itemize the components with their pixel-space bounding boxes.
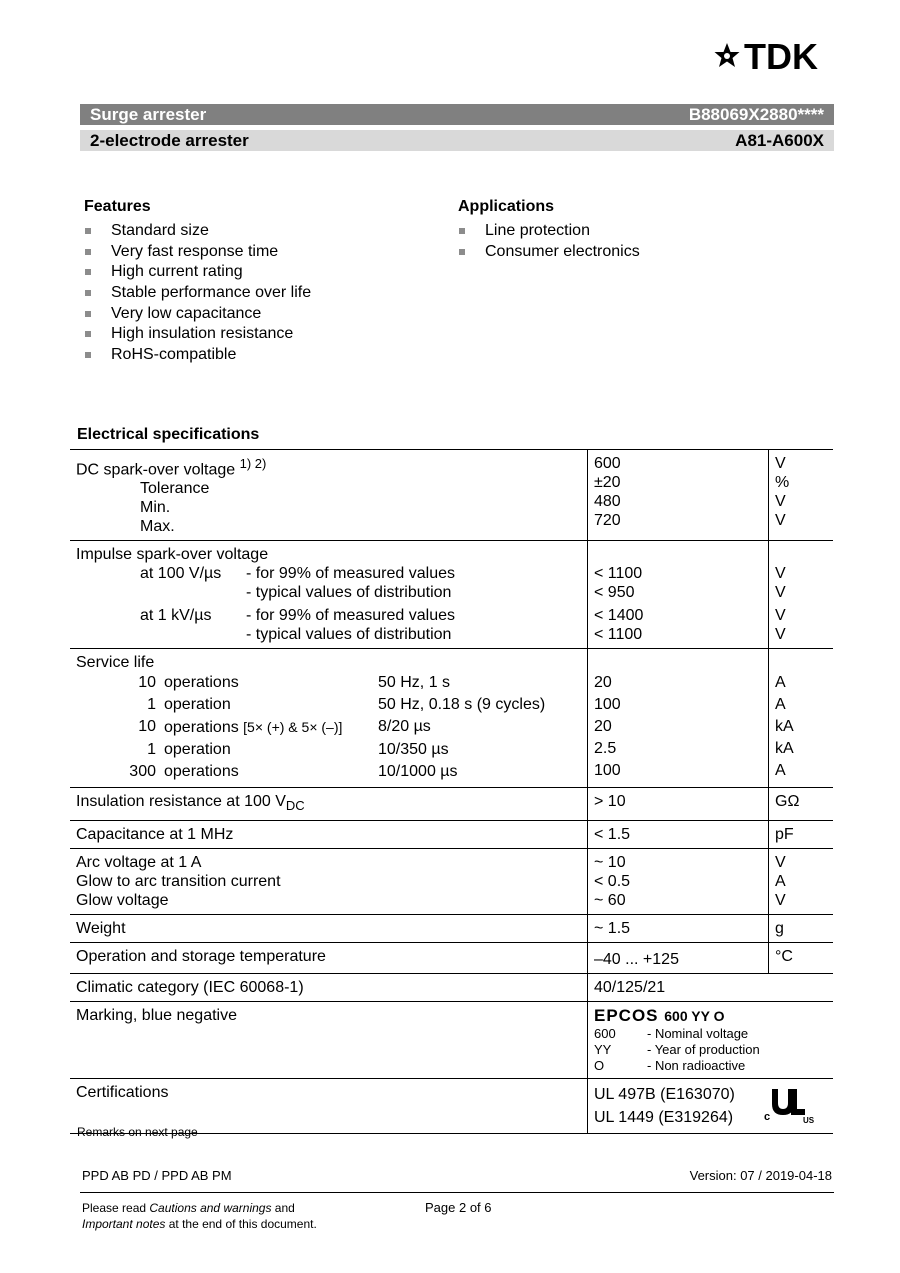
table-row bbox=[70, 973, 833, 1001]
features-list bbox=[84, 221, 311, 366]
table-row bbox=[70, 450, 833, 541]
temperature-unit-cell: °C bbox=[769, 942, 834, 973]
footer-version: Version: 07 / 2019-04-18 bbox=[689, 1168, 832, 1183]
applications-title: Applications bbox=[458, 198, 555, 215]
features-title: Features bbox=[84, 198, 151, 215]
table-row bbox=[70, 820, 833, 848]
footer-note: Please read Cautions and warnings and Important notes at the end of this document. bbox=[82, 1201, 317, 1231]
product-subtype: 2-electrode arrester bbox=[90, 131, 249, 150]
table-row bbox=[70, 788, 833, 820]
bullet-square-icon bbox=[459, 228, 465, 234]
logo-text: TDK bbox=[744, 38, 818, 74]
table-row bbox=[70, 848, 833, 914]
ordering-code: B88069X2880**** bbox=[688, 105, 824, 124]
type-code: A81-A600X bbox=[735, 131, 824, 150]
applications-list bbox=[458, 221, 640, 262]
service-life-label-cell: Service life 10 operations 50 Hz, 1 s 1 operation 50 Hz, 0.18 s (9 cycles) 10 operations [5× (+) & 5× (–)] 8/20 µs 1 operation 10/350 µs 300 operations 10/1000 µs bbox=[70, 649, 588, 788]
bullet-square-icon bbox=[85, 249, 91, 255]
dc-value-cell: 600 ±20 480 720 bbox=[588, 450, 769, 541]
service-life-unit-cell: A A kA kA A bbox=[769, 649, 834, 788]
table-row bbox=[70, 914, 833, 942]
marking-label-cell: Marking, blue negative bbox=[70, 1001, 588, 1078]
temperature-label-cell: Operation and storage temperature bbox=[70, 942, 588, 973]
insulation-unit-cell: GΩ bbox=[769, 788, 834, 820]
specs-table bbox=[70, 449, 833, 1134]
feature-item: Standard size bbox=[84, 221, 311, 242]
svg-text:US: US bbox=[803, 1115, 815, 1125]
capacitance-label-cell: Capacitance at 1 MHz bbox=[70, 820, 588, 848]
table-row bbox=[70, 942, 833, 973]
insulation-label-cell: Insulation resistance at 100 $V_{DC}$ bbox=[70, 788, 588, 820]
bullet-square-icon bbox=[85, 331, 91, 337]
dc-unit-cell: V % V V bbox=[769, 450, 834, 541]
dc-label-cell: DC spark-over voltage $^{1) 2)}$ Tolerance Min. Max. bbox=[70, 450, 588, 541]
svg-text:c: c bbox=[764, 1110, 771, 1123]
table-row bbox=[70, 649, 833, 788]
arc-value-cell: ~ 10 < 0.5 ~ 60 bbox=[588, 848, 769, 914]
feature-item: RoHS-compatible bbox=[84, 345, 311, 366]
epcos-marking: EPCOS 600 YY O bbox=[594, 1005, 725, 1025]
feature-item: Stable performance over life bbox=[84, 283, 311, 304]
certifications-label-cell: Certifications bbox=[70, 1078, 588, 1133]
bullet-square-icon bbox=[85, 228, 91, 234]
product-type: Surge arrester bbox=[90, 105, 207, 124]
arc-unit-cell: V A V bbox=[769, 848, 834, 914]
certifications-value-cell: UL 497B (E163070) UL 1449 (E319264) c US bbox=[588, 1078, 834, 1133]
arc-label-cell: Arc voltage at 1 A Glow to arc transition current Glow voltage bbox=[70, 848, 588, 914]
capacitance-unit-cell: pF bbox=[769, 820, 834, 848]
feature-item: Very low capacitance bbox=[84, 304, 311, 325]
bullet-square-icon bbox=[85, 290, 91, 296]
climatic-value-cell: 40/125/21 bbox=[588, 973, 834, 1001]
tdk-logo bbox=[711, 38, 836, 74]
impulse-unit-cell: V V V V bbox=[769, 541, 834, 649]
bullet-square-icon bbox=[85, 311, 91, 317]
ul-recognized-mark-icon bbox=[763, 1085, 817, 1125]
table-row bbox=[70, 1001, 833, 1078]
insulation-value-cell: > 10 bbox=[588, 788, 769, 820]
bullet-square-icon bbox=[459, 249, 465, 255]
feature-item: Very fast response time bbox=[84, 242, 311, 263]
service-life-value-cell: 20 100 20 2.5 100 bbox=[588, 649, 769, 788]
impulse-label-cell: Impulse spark-over voltage at 100 V/µs - for 99% of measured values - typical values of distribution at 1 kV/µs - for 99% of measured values - typical values of distribution bbox=[70, 541, 588, 649]
feature-item: High insulation resistance bbox=[84, 324, 311, 345]
bullet-square-icon bbox=[85, 352, 91, 358]
header-bar-product bbox=[80, 104, 834, 125]
marking-value-cell: EPCOS 600 YY O 600 - Nominal voltage YY - Year of production O - Non radioactive bbox=[588, 1001, 834, 1078]
application-item: Line protection bbox=[458, 221, 640, 242]
specs-title: Electrical specifications bbox=[77, 426, 260, 443]
bullet-square-icon bbox=[85, 269, 91, 275]
impulse-value-cell: < 1100 < 950 < 1400 < 1100 bbox=[588, 541, 769, 649]
climatic-label-cell: Climatic category (IEC 60068-1) bbox=[70, 973, 588, 1001]
footer-divider bbox=[80, 1192, 834, 1193]
weight-label-cell: Weight bbox=[70, 914, 588, 942]
table-row bbox=[70, 541, 833, 649]
capacitance-value-cell: < 1.5 bbox=[588, 820, 769, 848]
feature-item: High current rating bbox=[84, 262, 311, 283]
weight-unit-cell: g bbox=[769, 914, 834, 942]
application-item: Consumer electronics bbox=[458, 242, 640, 263]
remarks-note: Remarks on next page bbox=[77, 1125, 198, 1139]
weight-value-cell: ~ 1.5 bbox=[588, 914, 769, 942]
footer-department: PPD AB PD / PPD AB PM bbox=[82, 1168, 232, 1183]
temperature-value-cell: –40 ... +125 bbox=[588, 942, 769, 973]
page-number: Page 2 of 6 bbox=[425, 1200, 492, 1215]
header-bar-type bbox=[80, 130, 834, 151]
